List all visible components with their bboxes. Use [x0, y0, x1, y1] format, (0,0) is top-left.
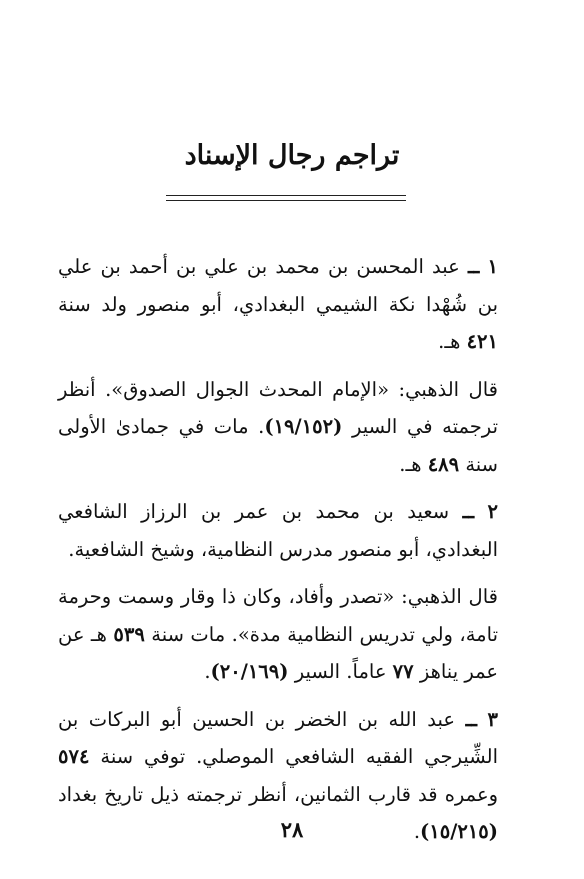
note-year: ٥٣٩: [113, 622, 145, 646]
note-age: ٧٧: [392, 660, 414, 683]
entry-dash: ــ: [467, 255, 480, 278]
note-year: ٤٨٩: [427, 452, 460, 476]
page-number: ٢٨: [280, 817, 304, 842]
entry-1-note: [58, 371, 498, 484]
entry-dash: ــ: [465, 707, 478, 731]
entry-text: عبد المحسن بن محمد بن علي بن أحمد بن علي بن شُهْدا نكة الشيمي البغدادي، أبو منصور ولد سنة: [58, 255, 498, 316]
note-ref: (١٩/١٥٢): [264, 415, 343, 438]
entry-text-end: هـ.: [438, 330, 461, 353]
entry-text: سعيد بن محمد بن عمر بن الرزاز الشافعي البغدادي، أبو منصور مدرس النظامية، وشيخ الشافعية.: [58, 500, 498, 561]
biographies-text: [58, 248, 498, 861]
entry-2-note: [58, 578, 498, 691]
entry-text: عبد الله بن الخضر بن الحسين أبو البركات بن الشِّيرجي الفقيه الشافعي الموصلي. توفي سنة: [58, 707, 499, 768]
entry-text-2: وعمره قد قارب الثمانين، أنظر ترجمته ذيل تاريخ بغداد: [58, 782, 498, 806]
note-end: .: [204, 660, 211, 683]
entry-2: [58, 493, 498, 568]
note-ref: (٢٠/١٦٩): [210, 660, 289, 683]
note-lead: قال الذهبي: «تصدر وأفاد، وكان ذا وقار وسمت وحرمة تامة، ولي تدريس النظامية مدة». مات سنة: [58, 585, 498, 646]
entry-number: ٣: [487, 707, 499, 731]
page-title: تراجم رجال الإسناد: [184, 140, 400, 171]
entry-year: ٤٢١: [466, 330, 498, 353]
entry-1: [58, 248, 498, 361]
entry-year: ٥٧٤: [58, 745, 90, 768]
note-after-age: عاماً. السير: [294, 660, 387, 683]
title-rule-bottom: [166, 200, 406, 201]
note-end: هـ.: [399, 452, 422, 476]
note-mid: . مات في جمادىٰ الأولى سنة: [58, 415, 498, 476]
entry-ref: (١٥/٢١٥): [420, 820, 498, 843]
title-rule-top: [166, 195, 406, 196]
entry-text-end: .: [413, 820, 421, 843]
note-mid: هـ عن عمر يناهز: [58, 622, 498, 683]
entry-number: ١: [487, 255, 499, 278]
entry-dash: ــ: [462, 500, 475, 523]
note-lead: قال الذهبي: «الإمام المحدث الجوال الصدوق». أنظر ترجمته في السير: [58, 377, 498, 438]
entry-number: ٢: [487, 500, 499, 523]
